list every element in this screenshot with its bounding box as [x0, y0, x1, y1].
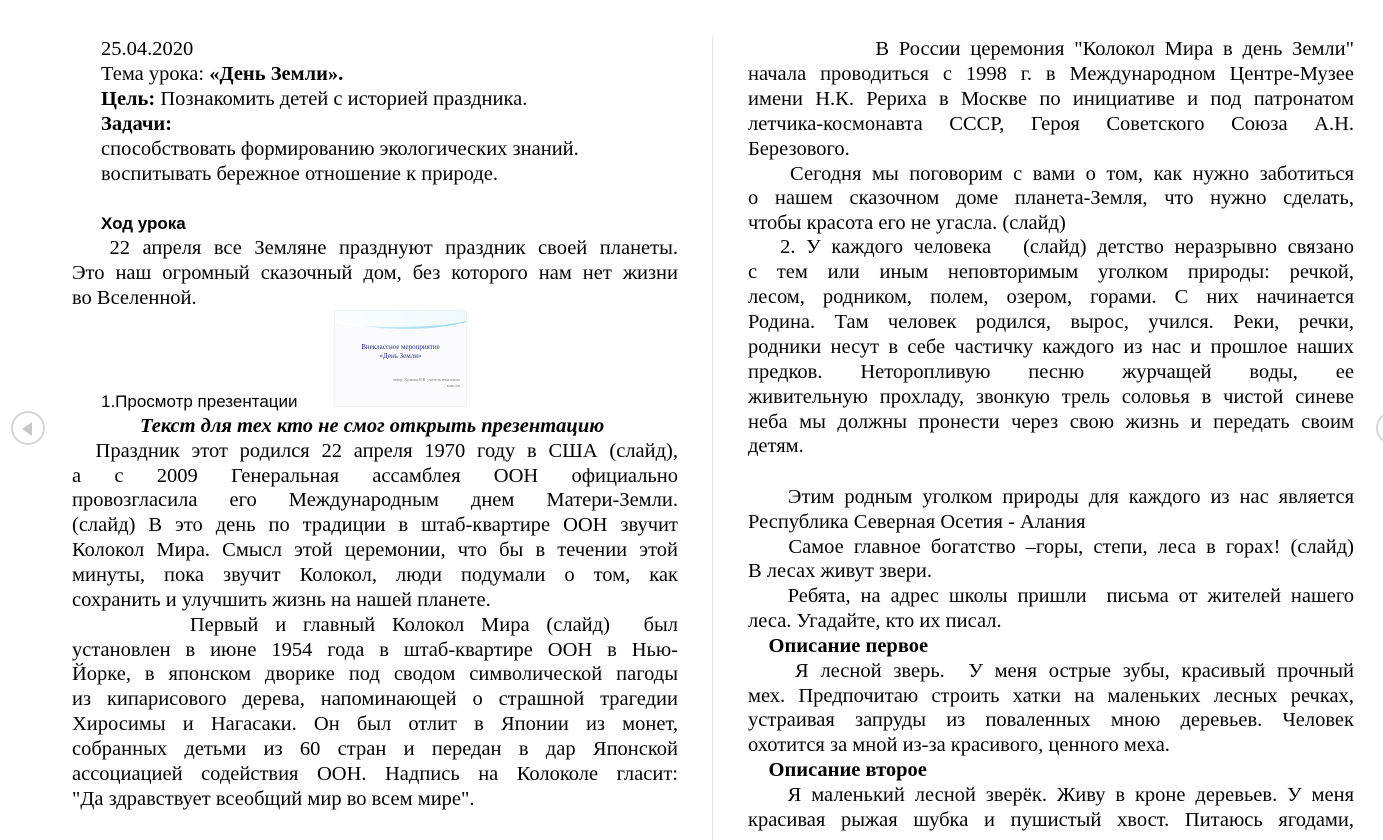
para-line: летчика-космонавта СССР, Героя Советского Союза А.Н. — [748, 113, 1354, 135]
slide-title: «День Земли» — [379, 352, 422, 360]
para-line: Первый и главный Колокол Мира (слайд) был — [72, 614, 678, 636]
para-line: неба мы должны пронести через свою жизнь и передать своим — [748, 411, 1354, 433]
para-line: 2. У каждого человека (слайд) детство неразрывно связано — [748, 236, 1355, 258]
page-divider — [712, 36, 713, 840]
para-line: лесом, родником, полем, озером, горами. С них начинается — [748, 286, 1354, 308]
intro-line: во Вселенной. — [72, 287, 197, 309]
topic-title: «День Земли». — [209, 63, 344, 85]
para-line: Я маленький лесной зверёк. Живу в кроне деревьев. У меня — [748, 784, 1354, 806]
para-line: Березового. — [748, 138, 850, 160]
para-line: охотится за мной из-за красивого, ценного меха. — [748, 734, 1170, 756]
alt-text-heading: Текст для тех кто не смог открыть презентацию — [140, 415, 605, 437]
topic-prefix: Тема урока: — [101, 63, 210, 85]
chevron-left-icon — [22, 422, 32, 436]
para-line: минуты, пока звучит Колокол, люди подумали о том, как — [72, 564, 678, 586]
prev-page-button[interactable] — [11, 411, 45, 445]
para-line: Республика Северная Осетия - Алания — [748, 511, 1086, 533]
para-line: сохранить и улучшить жизнь на нашей планете. — [72, 589, 491, 611]
para-line: Сегодня мы поговорим с вами о том, как нужно заботиться — [748, 163, 1355, 185]
next-page-button[interactable] — [1376, 411, 1383, 445]
goal-text: Познакомить детей с историей праздника. — [155, 88, 528, 110]
para-line: чтобы красота его не угасла. (слайд) — [748, 212, 1066, 234]
para-line: начала проводиться с 1998 г. в Международном Центре-Музее — [748, 63, 1354, 85]
para-line: с тем или иным неповторимым уголком природы: речкой, — [748, 261, 1354, 283]
para-line: Ребята, на адрес школы пришли письма от жителей нашего — [748, 585, 1354, 607]
presentation-label: 1.Просмотр презентации — [101, 392, 298, 411]
para-line: (слайд) В это день по традиции в штаб-квартире ООН звучит — [72, 514, 678, 536]
course-heading: Ход урока — [101, 214, 186, 233]
para-line: ассоциацией содействия ООН. Надпись на Колоколе гласит: — [72, 763, 678, 785]
right-page — [748, 0, 1354, 840]
para-line: красивая рыжая шубка и пушистый хвост. Питаюсь ягодами, — [748, 809, 1354, 831]
para-line: "Да здравствует всеобщий мир во всем мире". — [72, 788, 475, 810]
para-line: Хиросимы и Нагасаки. Он был отлит в Японии из монет, — [72, 713, 678, 735]
para-line: Самое главное богатство –горы, степи, леса в горах! (слайд) — [748, 536, 1355, 558]
description-heading: Описание второе — [748, 759, 927, 781]
task-item: воспитывать бережное отношение к природе. — [101, 163, 498, 185]
para-line: устраивая запруды из поваленных мною деревьев. Человек — [748, 709, 1354, 731]
para-line: Этим родным уголком природы для каждого из нас является — [748, 486, 1355, 508]
para-line: собранных детьми из 60 стран и передан в дар Японской — [72, 738, 678, 760]
intro-line: Это наш огромный сказочный дом, без которого нам нет жизни — [72, 262, 678, 284]
para-line: мех. Предпочитаю строить хатки на маленьких лесных речках, — [748, 685, 1354, 707]
intro-line: 22 апреля все Земляне празднуют праздник своей планеты. — [72, 237, 678, 259]
para-line: установлен в июне 1954 года в штаб-квартире ООН в Нью- — [72, 639, 678, 661]
slide-author: классов — [446, 383, 460, 388]
tasks-label: Задачи: — [101, 113, 173, 135]
para-line: Родина. Там человек родился, вырос, учился. Реки, речки, — [748, 311, 1354, 333]
para-line: Йорке, в японском дворике под сводом символической пагоды — [72, 663, 678, 685]
lesson-topic — [101, 62, 343, 87]
para-line: В России церемония "Колокол Мира в день Земли" — [748, 38, 1355, 60]
slide-author: автор: Кулаева Н.В, учитель начальных — [393, 377, 460, 382]
para-line: В лесах живут звери. — [748, 560, 933, 582]
left-page — [72, 0, 678, 840]
para-line: Праздник этот родился 22 апреля 1970 году в США (слайд), — [72, 440, 678, 462]
para-line: родники несут в себе частичку каждого из нас и прошлое наших — [748, 336, 1354, 358]
para-line: детям. — [748, 435, 804, 457]
para-line: леса. Угадайте, кто их писал. — [748, 610, 1002, 632]
para-line: провозгласила его Международным днем Матери-Земли. — [72, 489, 678, 511]
description-heading: Описание первое — [748, 635, 929, 657]
goal-label: Цель: — [101, 88, 156, 110]
para-line: Колокол Мира. Смысл этой церемонии, что бы в течении этой — [72, 539, 678, 561]
para-line: о нашем сказочном доме планета-Земля, что нужно сделать, — [748, 187, 1354, 209]
lesson-goal — [101, 87, 527, 112]
presentation-slide-image[interactable] — [334, 310, 467, 407]
para-line: Я лесной зверь. У меня острые зубы, красивый прочный — [748, 660, 1355, 682]
para-line: предков. Неторопливую песню журчащей воды, ее — [748, 361, 1354, 383]
para-line: живительную прохладу, звонкую трель соловья в чистой синеве — [748, 386, 1354, 408]
para-line: из кипарисового дерева, напоминающей о страшной трагедии — [72, 688, 678, 710]
task-item: способствовать формированию экологических знаний. — [101, 138, 579, 160]
para-line: имени Н.К. Рериха в Москве по инициативе и под патронатом — [748, 88, 1354, 110]
lesson-date: 25.04.2020 — [101, 38, 194, 60]
para-line: а с 2009 Генеральная ассамблея ООН официально — [72, 465, 678, 487]
slide-title: Внеклассное мероприятие — [361, 343, 440, 351]
